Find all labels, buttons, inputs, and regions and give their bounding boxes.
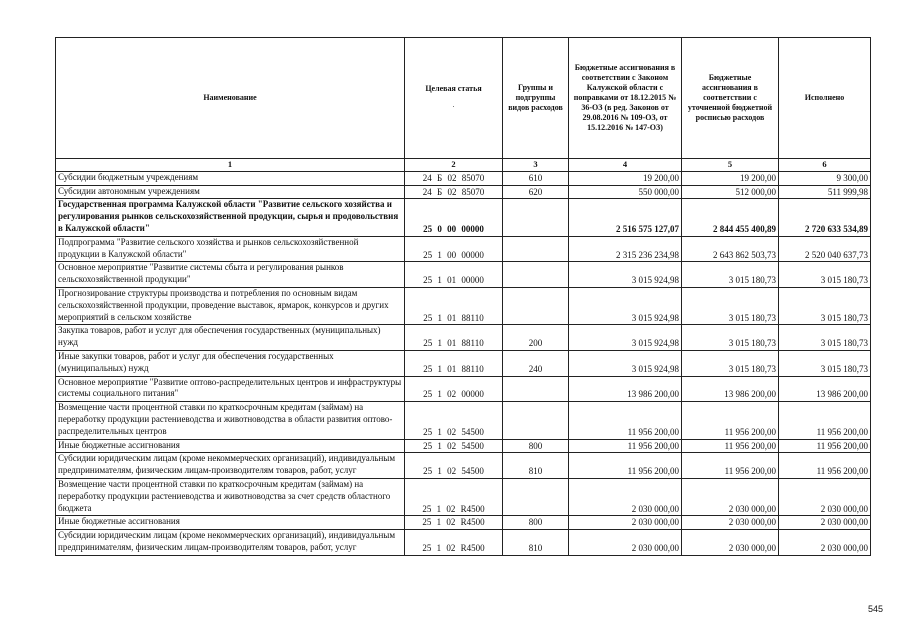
table-row (56, 453, 871, 479)
row-target-article-cell: 25 1 02 00000 (405, 376, 503, 402)
row-target-article-cell: 25 1 02 54500 (405, 453, 503, 479)
header-target-mark: · (452, 103, 455, 111)
row-target-article-cell: 24 Б 02 85070 (405, 185, 503, 199)
row-target-article-cell: 25 1 01 00000 (405, 262, 503, 288)
row-expense-group-cell: 240 (503, 350, 569, 376)
row-budget-amount-cell: 11 956 200,00 (569, 439, 682, 453)
row-target-article-cell: 25 1 02 R4500 (405, 516, 503, 530)
row-refined-amount-cell: 19 200,00 (682, 171, 779, 185)
header-name: Наименование (56, 38, 405, 159)
row-budget-amount-cell: 19 200,00 (569, 171, 682, 185)
row-expense-group-cell (503, 402, 569, 439)
row-refined-amount-cell: 13 986 200,00 (682, 376, 779, 402)
row-budget-amount-cell: 2 516 575 127,07 (569, 199, 682, 236)
row-refined-amount-cell: 3 015 180,73 (682, 325, 779, 351)
row-target-article-cell: 25 1 02 54500 (405, 439, 503, 453)
table-row (56, 287, 871, 324)
row-refined-amount-cell: 2 030 000,00 (682, 516, 779, 530)
row-refined-amount-cell: 3 015 180,73 (682, 350, 779, 376)
table-row (56, 439, 871, 453)
row-budget-amount-cell: 3 015 924,98 (569, 325, 682, 351)
row-name-cell: Возмещение части процентной ставки по краткосрочным кредитам (займам) на переработку продукции растениеводства и животноводства в области развития оптово-распределительных центров (56, 402, 405, 439)
row-target-article-cell: 25 1 01 88110 (405, 350, 503, 376)
header-budget-law: Бюджетные ассигнования в соответствии с Законом Калужской области с поправками от 18.12.2015 № 36-ОЗ (в ред. Законов от 29.08.2016 № 109-ОЗ, от 15.12.2016 № 147-ОЗ) (569, 38, 682, 159)
budget-table-sheet (55, 37, 870, 556)
row-executed-amount-cell: 11 956 200,00 (779, 402, 871, 439)
row-executed-amount-cell: 2 030 000,00 (779, 530, 871, 556)
row-executed-amount-cell: 2 720 633 534,89 (779, 199, 871, 236)
page-number: 545 (867, 604, 883, 614)
row-budget-amount-cell: 3 015 924,98 (569, 287, 682, 324)
row-executed-amount-cell: 3 015 180,73 (779, 262, 871, 288)
table-row (56, 516, 871, 530)
column-number: 2 (405, 159, 503, 172)
row-expense-group-cell: 620 (503, 185, 569, 199)
row-budget-amount-cell: 550 000,00 (569, 185, 682, 199)
row-name-cell: Субсидии юридическим лицам (кроме некоммерческих организаций), индивидуальным предпринимателям, физическим лицам-производителям товаров, работ, услуг (56, 453, 405, 479)
row-executed-amount-cell: 2 520 040 637,73 (779, 236, 871, 262)
row-budget-amount-cell: 2 030 000,00 (569, 478, 682, 515)
row-name-cell: Подпрограмма "Развитие сельского хозяйства и рынков сельскохозяйственной продукции в Калужской области" (56, 236, 405, 262)
row-executed-amount-cell: 3 015 180,73 (779, 287, 871, 324)
row-target-article-cell: 25 1 01 88110 (405, 287, 503, 324)
table-body (56, 171, 871, 555)
table-row (56, 350, 871, 376)
row-executed-amount-cell: 11 956 200,00 (779, 439, 871, 453)
row-refined-amount-cell: 512 000,00 (682, 185, 779, 199)
row-expense-group-cell: 810 (503, 530, 569, 556)
table-row (56, 262, 871, 288)
row-name-cell: Основное мероприятие "Развитие системы сбыта и регулирования рынков сельскохозяйственной продукции" (56, 262, 405, 288)
row-name-cell: Возмещение части процентной ставки по краткосрочным кредитам (займам) на переработку продукции растениеводства и животноводства за счет средств областного бюджета (56, 478, 405, 515)
table-row (56, 325, 871, 351)
row-expense-group-cell: 200 (503, 325, 569, 351)
row-target-article-cell: 25 1 00 00000 (405, 236, 503, 262)
row-executed-amount-cell: 11 956 200,00 (779, 453, 871, 479)
row-executed-amount-cell: 9 300,00 (779, 171, 871, 185)
column-number: 5 (682, 159, 779, 172)
table-row (56, 402, 871, 439)
row-name-cell: Основное мероприятие "Развитие оптово-распределительных центров и инфраструктуры системы социального питания" (56, 376, 405, 402)
row-expense-group-cell: 800 (503, 439, 569, 453)
row-budget-amount-cell: 11 956 200,00 (569, 402, 682, 439)
row-refined-amount-cell: 11 956 200,00 (682, 439, 779, 453)
row-expense-group-cell: 610 (503, 171, 569, 185)
row-target-article-cell: 25 1 02 54500 (405, 402, 503, 439)
row-refined-amount-cell: 2 643 862 503,73 (682, 236, 779, 262)
row-executed-amount-cell: 3 015 180,73 (779, 325, 871, 351)
table-row (56, 478, 871, 515)
column-number: 6 (779, 159, 871, 172)
row-executed-amount-cell: 13 986 200,00 (779, 376, 871, 402)
row-name-cell: Субсидии автономным учреждениям (56, 185, 405, 199)
row-refined-amount-cell: 2 030 000,00 (682, 478, 779, 515)
row-target-article-cell: 25 1 01 88110 (405, 325, 503, 351)
row-budget-amount-cell: 2 030 000,00 (569, 530, 682, 556)
row-budget-amount-cell: 2 315 236 234,98 (569, 236, 682, 262)
header-executed: Исполнено (779, 38, 871, 159)
row-refined-amount-cell: 2 844 455 400,89 (682, 199, 779, 236)
row-executed-amount-cell: 511 999,98 (779, 185, 871, 199)
row-name-cell: Иные бюджетные ассигнования (56, 516, 405, 530)
row-name-cell: Субсидии юридическим лицам (кроме некоммерческих организаций), индивидуальным предпринимателям, физическим лицам-производителям товаров, работ, услуг (56, 530, 405, 556)
budget-execution-table (55, 37, 871, 556)
table-row (56, 236, 871, 262)
header-refined-budget: Бюджетные ассигнования в соответствии с уточненной бюджетной росписью расходов (682, 38, 779, 159)
table-row (56, 530, 871, 556)
row-expense-group-cell (503, 376, 569, 402)
table-header-row (56, 38, 871, 159)
table-row (56, 199, 871, 236)
row-name-cell: Государственная программа Калужской области "Развитие сельского хозяйства и регулирования рынков сельскохозяйственной продукции, сырья и продовольствия в Калужской области" (56, 199, 405, 236)
row-budget-amount-cell: 11 956 200,00 (569, 453, 682, 479)
column-number-row (56, 159, 871, 172)
row-budget-amount-cell: 2 030 000,00 (569, 516, 682, 530)
header-target-label: Целевая статья (425, 84, 482, 93)
row-name-cell: Закупка товаров, работ и услуг для обеспечения государственных (муниципальных) нужд (56, 325, 405, 351)
row-budget-amount-cell: 13 986 200,00 (569, 376, 682, 402)
row-expense-group-cell (503, 262, 569, 288)
row-executed-amount-cell: 2 030 000,00 (779, 516, 871, 530)
row-expense-group-cell (503, 236, 569, 262)
table-row (56, 376, 871, 402)
row-expense-group-cell: 800 (503, 516, 569, 530)
header-target-article (405, 38, 503, 159)
row-executed-amount-cell: 3 015 180,73 (779, 350, 871, 376)
row-budget-amount-cell: 3 015 924,98 (569, 262, 682, 288)
column-number: 1 (56, 159, 405, 172)
row-name-cell: Субсидии бюджетным учреждениям (56, 171, 405, 185)
row-refined-amount-cell: 2 030 000,00 (682, 530, 779, 556)
row-budget-amount-cell: 3 015 924,98 (569, 350, 682, 376)
row-target-article-cell: 25 1 02 R4500 (405, 530, 503, 556)
column-number: 4 (569, 159, 682, 172)
row-name-cell: Иные бюджетные ассигнования (56, 439, 405, 453)
table-row (56, 171, 871, 185)
row-refined-amount-cell: 3 015 180,73 (682, 287, 779, 324)
row-expense-group-cell (503, 478, 569, 515)
row-expense-group-cell (503, 287, 569, 324)
row-name-cell: Прогнозирование структуры производства и потребления по основным видам сельскохозяйственной продукции, проведение выставок, ярмарок, конкурсов и других мероприятий в сельском хозяйстве (56, 287, 405, 324)
row-target-article-cell: 24 Б 02 85070 (405, 171, 503, 185)
row-refined-amount-cell: 3 015 180,73 (682, 262, 779, 288)
row-target-article-cell: 25 0 00 00000 (405, 199, 503, 236)
row-target-article-cell: 25 1 02 R4500 (405, 478, 503, 515)
row-expense-group-cell: 810 (503, 453, 569, 479)
column-number: 3 (503, 159, 569, 172)
row-executed-amount-cell: 2 030 000,00 (779, 478, 871, 515)
row-expense-group-cell (503, 199, 569, 236)
row-refined-amount-cell: 11 956 200,00 (682, 402, 779, 439)
row-name-cell: Иные закупки товаров, работ и услуг для обеспечения государственных (муниципальных) нужд (56, 350, 405, 376)
row-refined-amount-cell: 11 956 200,00 (682, 453, 779, 479)
header-expense-group: Группы и подгруппы видов расходов (503, 38, 569, 159)
table-row (56, 185, 871, 199)
